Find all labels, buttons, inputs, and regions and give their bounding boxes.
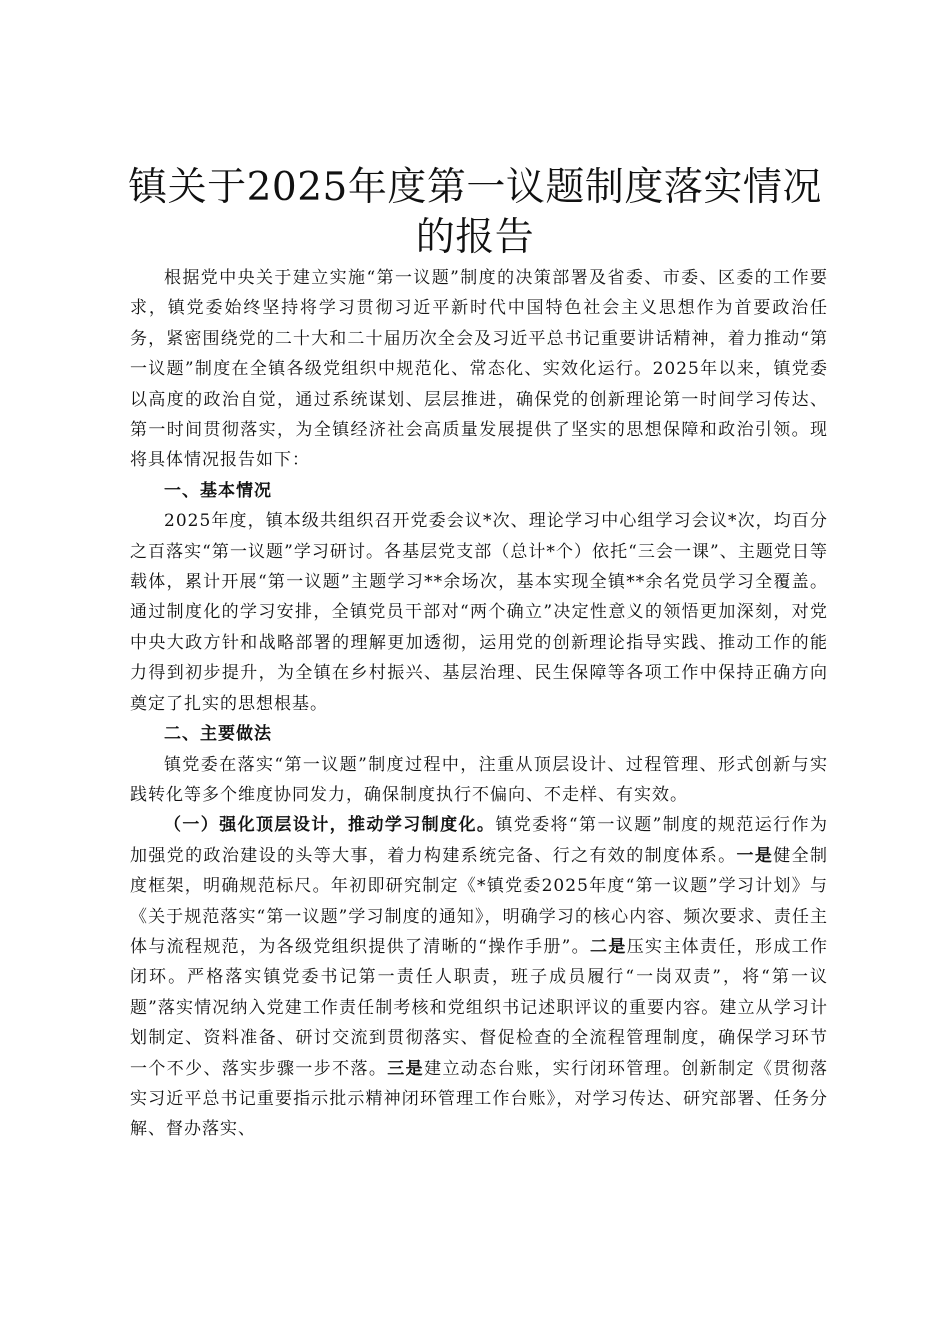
point-label-2: 二是 <box>590 936 627 957</box>
section-practices-paragraph: 镇党委在落实“第一议题”制度过程中，注重从顶层设计、过程管理、形式创新与实践转化等多个维度协同发力，确保制度执行不偏向、不走样、有实效。 <box>130 754 828 805</box>
point-text-2: 压实主体责任，形成工作闭环。严格落实镇党委书记第一责任人职责，班子成员履行“一岗双责”，将“第一议题”落实情况纳入党建工作责任制考核和党组织书记述职评议的重要内容。建立从学习计划制定、资料准备、研讨交流到贯彻落实、督促检查的全流程管理制度，确保学习环节一个不少、落实步骤一步不落。 <box>130 936 829 1079</box>
document-title: 镇关于2025年度第一议题制度落实情况的报告 <box>128 165 822 260</box>
subsection-paragraph <box>130 810 828 1144</box>
intro-paragraph: 根据党中央关于建立实施“第一议题”制度的决策部署及省委、市委、区委的工作要求，镇党委始终坚持将学习贯彻习近平新时代中国特色社会主义思想作为首要政治任务，紧密围绕党的二十大和二十届历次全会及习近平总书记重要讲话精神，着力推动“第一议题”制度在全镇各级党组织中规范化、常态化、实效化运行。2025年以来，镇党委以高度的政治自觉，通过系统谋划、层层推进，确保党的创新理论第一时间学习传达、第一时间贯彻落实，为全镇经济社会高质量发展提供了坚实的思想保障和政治引领。现将具体情况报告如下： <box>130 268 828 471</box>
document-body <box>130 263 828 1145</box>
point-label-3: 三是 <box>387 1058 425 1079</box>
section-basic-paragraph: 2025年度，镇本级共组织召开党委会议*次、理论学习中心组学习会议*次，均百分之百落实“第一议题”学习研讨。各基层党支部（总计*个）依托“三会一课”、主题党日等载体，累计开展“第一议题”主题学习**余场次，基本实现全镇**余名党员学习全覆盖。通过制度化的学习安排，全镇党员干部对“两个确立”决定性意义的领悟更加深刻，对党中央大政方针和战略部署的理解更加透彻，运用党的创新理论指导实践、推动工作的能力得到初步提升，为全镇在乡村振兴、基层治理、民生保障等各项工作中保持正确方向奠定了扎实的思想根基。 <box>130 511 828 714</box>
subsection-lead: 镇党委将“第一议题”制度的规范运行作为加强党的政治建设的头等大事，着力构建系统完备、行之有效的制度体系。 <box>130 815 828 866</box>
point-text-1: 健全制度框架，明确规范标尺。年初即研究制定《*镇党委2025年度“第一议题”学习计划》与《关于规范落实“第一议题”学习制度的通知》，明确学习的核心内容、频次要求、责任主体与流程规范，为各级党组织提供了清晰的“操作手册”。 <box>130 845 829 957</box>
subsection-heading: （一）强化顶层设计，推动学习制度化。 <box>164 815 496 836</box>
point-text-3: 建立动态台账，实行闭环管理。创新制定《贯彻落实习近平总书记重要指示批示精神闭环管理工作台账》，对学习传达、研究部署、任务分解、督办落实、 <box>130 1058 829 1140</box>
point-label-1: 一是 <box>736 845 774 866</box>
section-heading-practices: 二、主要做法 <box>164 724 272 745</box>
section-heading-basic: 一、基本情况 <box>164 480 272 501</box>
